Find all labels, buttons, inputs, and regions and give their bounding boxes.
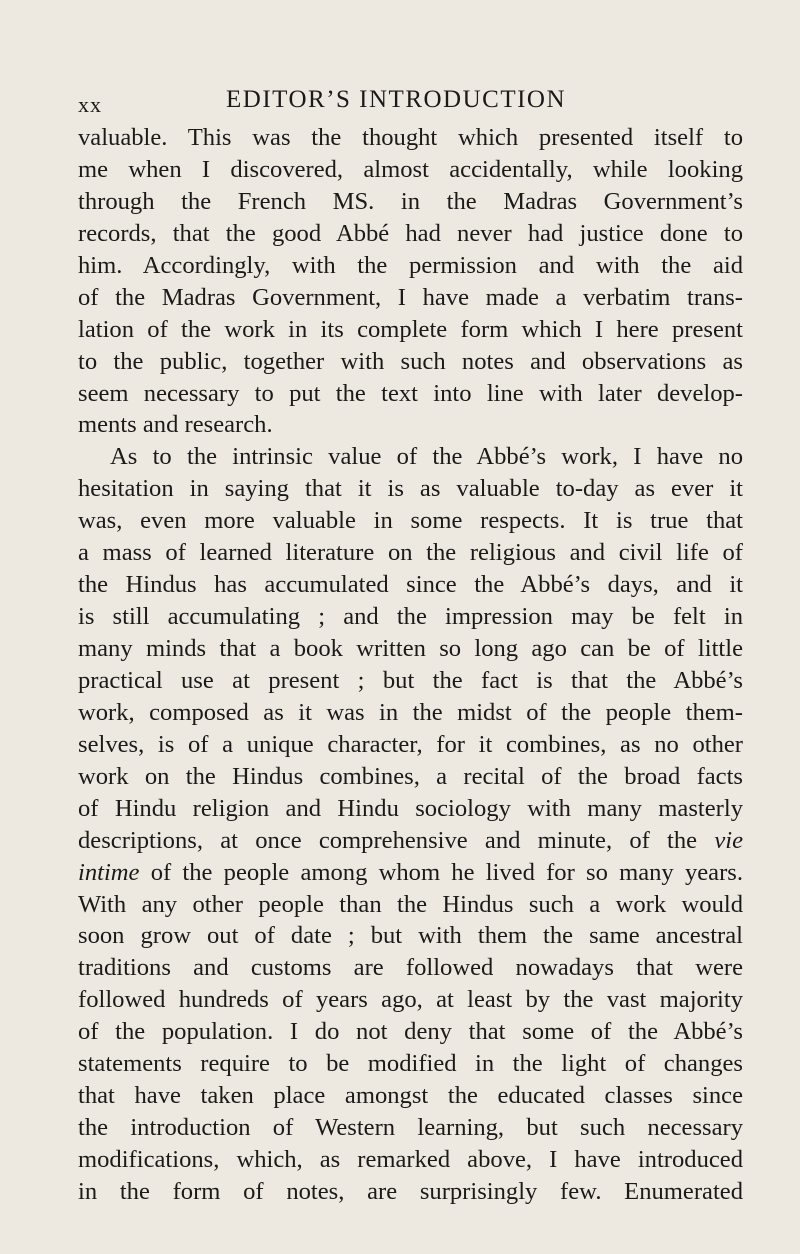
text-line: lation of the work in its complete form which I here present: [78, 315, 743, 343]
paragraph-first-line: As to the intrinsic value of the Abbé’s work, I have no: [110, 443, 743, 471]
page-number: xx: [78, 92, 102, 117]
text-line: was, even more valuable in some respects. It is true that: [78, 507, 743, 535]
text-line: soon grow out of date ; but with them the same ancestral: [78, 922, 743, 950]
text-line: work on the Hindus combines, a recital of the broad facts: [78, 762, 743, 790]
text-line: that have taken place amongst the educated classes since: [78, 1082, 743, 1110]
text-line: selves, is of a unique character, for it combines, as no other: [78, 730, 743, 758]
text-line: [78, 857, 743, 889]
text-line: valuable. This was the thought which presented itself to: [78, 124, 743, 151]
text-line: records, that the good Abbé had never had justice done to: [78, 219, 743, 247]
text-line: to the public, together with such notes and observations as: [78, 347, 743, 375]
text-line: the Hindus has accumulated since the Abbé’s days, and it: [78, 571, 743, 599]
text-line: seem necessary to put the text into line with later develop-: [78, 379, 743, 407]
text-line: traditions and customs are followed nowadays that were: [78, 954, 743, 982]
text-line: statements require to be modified in the light of changes: [78, 1050, 743, 1078]
running-head: EDITOR’S INTRODUCTION: [226, 86, 567, 113]
italic-term: intime: [78, 858, 140, 886]
body-text: [78, 122, 743, 1208]
text-line: the introduction of Western learning, but such necessary: [78, 1114, 743, 1142]
text-segment: descriptions, at once comprehensive and minute, of the: [78, 826, 698, 854]
text-line: many minds that a book written so long ago can be of little: [78, 635, 743, 662]
text-line: me when I discovered, almost accidentally, while looking: [78, 155, 743, 183]
text-line: followed hundreds of years ago, at least by the vast majority: [78, 986, 743, 1014]
text-line: through the French MS. in the Madras Government’s: [78, 187, 743, 215]
text-line: a mass of learned literature on the religious and civil life of: [78, 539, 743, 567]
text-line: With any other people than the Hindus such a work would: [78, 890, 743, 918]
text-line: ments and research.: [78, 411, 273, 439]
text-line: modifications, which, as remarked above, I have introduced: [78, 1146, 743, 1173]
text-line: of the Madras Government, I have made a verbatim trans-: [78, 283, 743, 311]
text-line: work, composed as it was in the midst of the people them-: [78, 698, 743, 726]
text-line: practical use at present ; but the fact is that the Abbé’s: [78, 666, 743, 694]
text-line: of the population. I do not deny that some of the Abbé’s: [78, 1018, 743, 1046]
text-line: hesitation in saying that it is as valuable to-day as ever it: [78, 475, 743, 503]
text-line: him. Accordingly, with the permission and with the aid: [78, 251, 743, 279]
text-line: in the form of notes, are surprisingly few. Enumerated: [78, 1177, 743, 1205]
text-line: [78, 825, 743, 857]
text-line: of Hindu religion and Hindu sociology with many masterly: [78, 794, 743, 822]
text-segment: of the people among whom he lived for so many years.: [150, 858, 743, 886]
text-line: is still accumulating ; and the impression may be felt in: [78, 603, 743, 631]
italic-term: vie: [714, 826, 743, 854]
page-header: [78, 86, 744, 126]
